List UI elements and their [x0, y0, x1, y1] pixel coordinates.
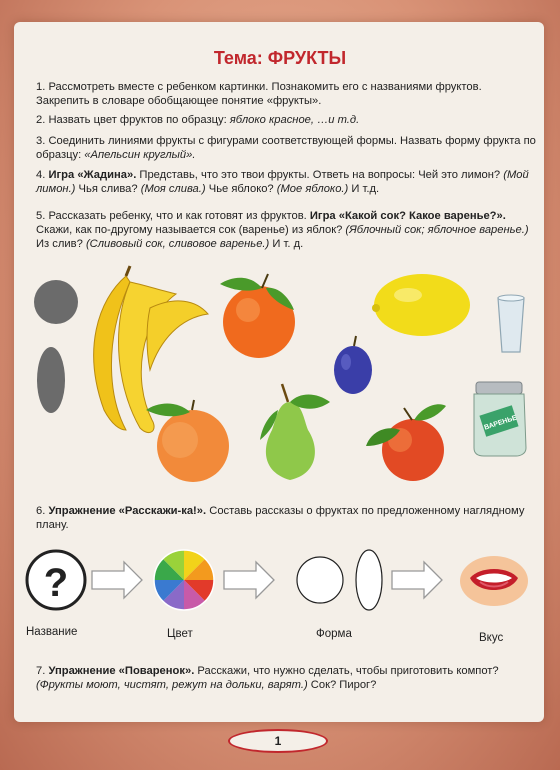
item-3-example: «Апельсин круглый». [84, 149, 196, 161]
item-2-num: 2. [36, 114, 46, 126]
item-5-ans2: (Сливовый сок, сливовое варенье.) [85, 238, 270, 250]
item-5-num: 5. [36, 210, 46, 222]
arrow-icon [392, 562, 442, 598]
caption-name: Название [26, 626, 78, 638]
jam-jar-label: ВАРЕНЬЕ [483, 414, 518, 432]
item-2-text: Назвать цвет фруктов по образцу: [48, 114, 227, 126]
circle-shape [297, 557, 343, 603]
arrow-icon [92, 562, 142, 598]
item-7-game: Упражнение «Поваренок». [48, 665, 195, 677]
page-number: 1 [228, 729, 328, 753]
item-7-text: Расскажи, что нужно сделать, чтобы приготовить компот? [197, 665, 499, 677]
item-5-text4: И т. д. [272, 238, 304, 250]
caption-taste: Вкус [479, 632, 504, 644]
arrow-icon [224, 562, 274, 598]
caption-color: Цвет [167, 628, 193, 640]
item-4-q3b: И т.д. [351, 183, 380, 195]
item-4-game: Игра «Жадина». [48, 169, 137, 181]
item-7-num: 7. [36, 665, 46, 677]
item-3-num: 3. [36, 135, 46, 147]
item-5-game: Игра «Какой сок? Какое варенье?». [309, 210, 506, 222]
item-5-ans1: (Яблочный сок; яблочное варенье.) [345, 224, 529, 236]
item-5-text: Рассказать ребенку, что и как готовят из фруктов. [48, 210, 307, 222]
item-4-q1: (Мой лимон.) [36, 169, 529, 195]
caption-shape: Форма [316, 628, 352, 640]
item-1-num: 1. [36, 81, 46, 93]
color-wheel-icon [154, 550, 214, 610]
item-6-num: 6. [36, 505, 46, 517]
item-4-q2b: Чье яблоко? [208, 183, 274, 195]
item-2-example: яблоко красное, …и т.д. [229, 114, 360, 126]
item-1-text: Рассмотреть вместе с ребенком картинки. Познакомить его с названиями фруктов. Закрепить в словаре обобщающее понятие «фрукты». [36, 81, 482, 107]
item-4-q3: (Мое яблоко.) [276, 183, 349, 195]
item-4-q1b: Чья слива? [78, 183, 138, 195]
item-5-text2: Скажи, как по-другому называется сок (варенье) из яблок? [36, 224, 343, 236]
item-7-ans: (Фрукты моют, чистят, режут на дольки, варят.) [36, 679, 308, 691]
oval-shape [356, 550, 382, 610]
question-mark: ? [43, 561, 69, 605]
item-6-game: Упражнение «Расскажи-ка!». [48, 505, 207, 517]
mouth-icon [460, 556, 528, 606]
item-5-text3: Из слив? [36, 238, 83, 250]
page-title: Тема: ФРУКТЫ [213, 48, 347, 68]
item-4-text: Представь, что это твои фрукты. Ответь на вопросы: Чей это лимон? [139, 169, 501, 181]
item-7-text2: Сок? Пирог? [310, 679, 377, 691]
item-3-text: Соединить линиями фрукты с фигурами соответствующей формы. Назвать форму фрукта по образцу: [36, 135, 536, 161]
item-6-text: Составь рассказы о фруктах по предложенному наглядному плану. [36, 505, 525, 531]
item-4-num: 4. [36, 169, 46, 181]
item-4-q2: (Моя слива.) [140, 183, 206, 195]
item-7 [36, 664, 536, 692]
